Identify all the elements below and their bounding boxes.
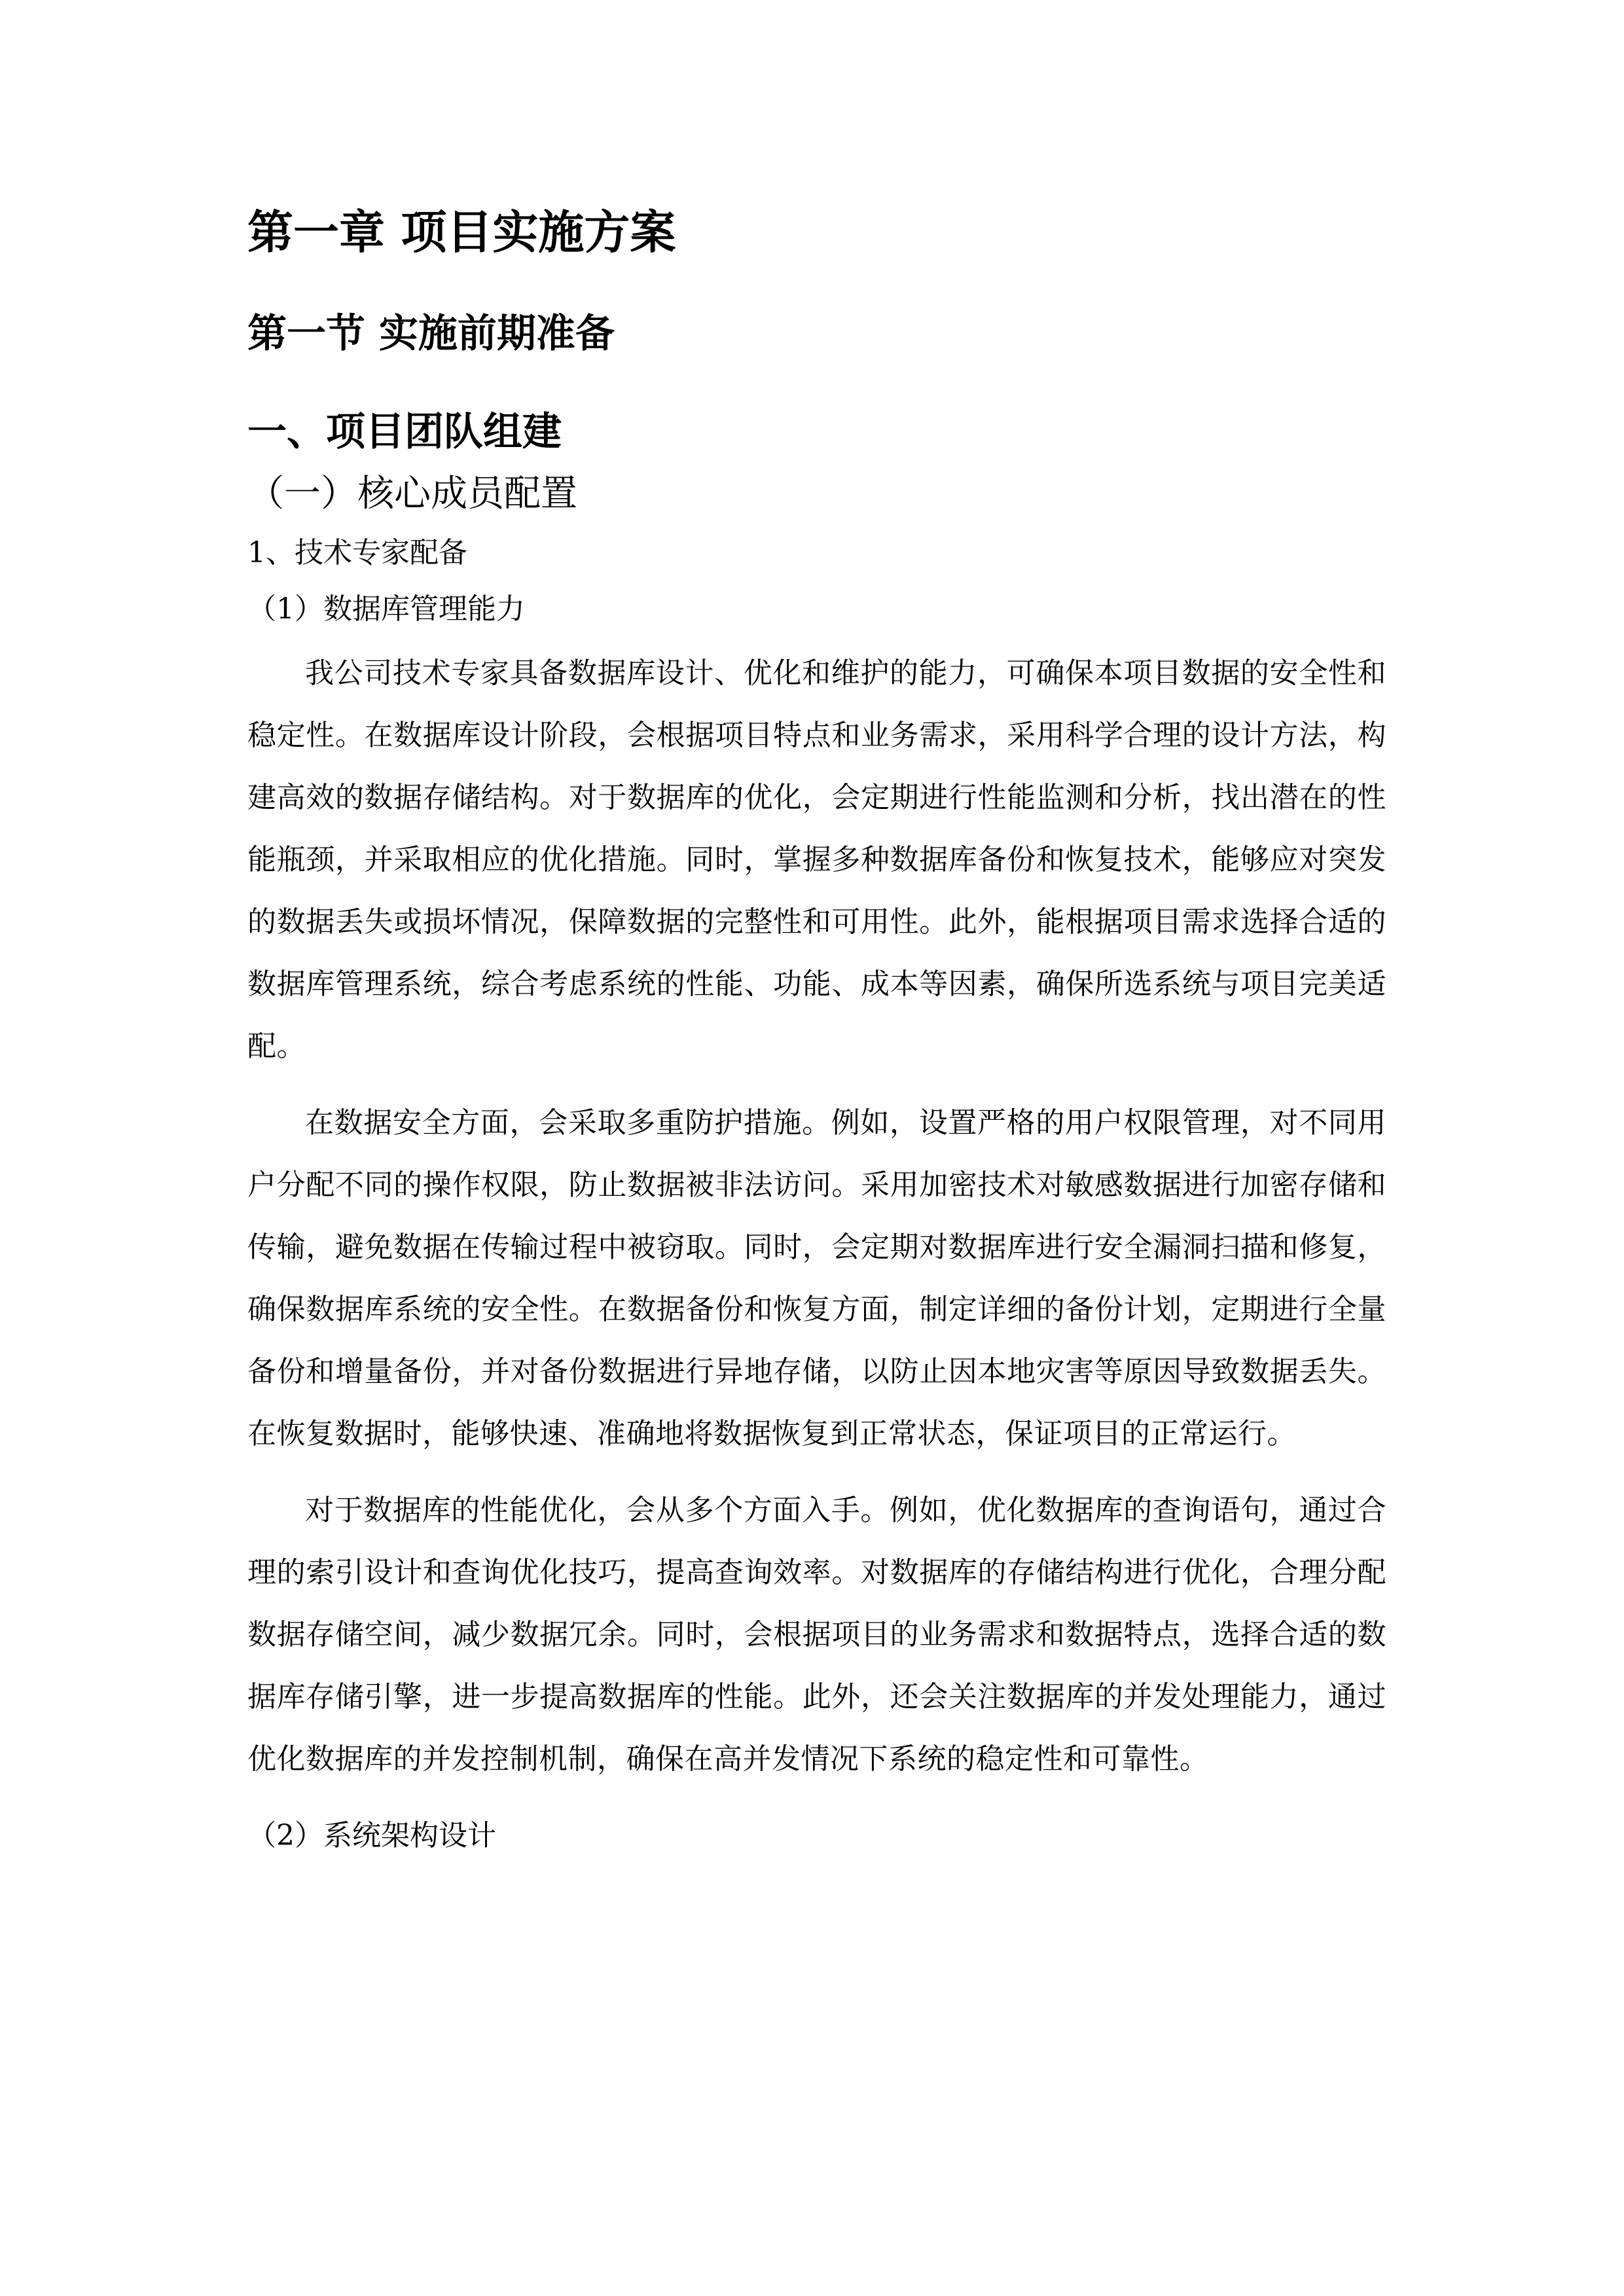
chapter-title: 第一章 项目实施方案: [247, 206, 676, 259]
section-title: 第一节 实施前期准备: [247, 311, 615, 357]
body-paragraph: 在数据安全方面，会采取多重防护措施。例如，设置严格的用户权限管理，对不同用户分配不同的操作权限，防止数据被非法访问。采用加密技术对敏感数据进行加密存储和传输，避免数据在传输过程中被窃取。同时，会定期对数据库进行安全漏洞扫描和修复，确保数据库系统的安全性。在数据备份和恢复方面，制定详细的备份计划，定期进行全量备份和增量备份，并对备份数据进行异地存储，以防止因本地灾害等原因导致数据丢失。在恢复数据时，能够快速、准确地将数据恢复到正常状态，保证项目的正常运行。: [247, 1106, 1386, 1450]
item-title: 1、技术专家配备: [247, 536, 467, 569]
body-paragraph: 我公司技术专家具备数据库设计、优化和维护的能力，可确保本项目数据的安全性和稳定性。在数据库设计阶段，会根据项目特点和业务需求，采用科学合理的设计方法，构建高效的数据存储结构。对于数据库的优化，会定期进行性能监测和分析，找出潜在的性能瓶颈，并采取相应的优化措施。同时，掌握多种数据库备份和恢复技术，能够应对突发的数据丢失或损坏情况，保障数据的完整性和可用性。此外，能根据项目需求选择合适的数据库管理系统，综合考虑系统的性能、功能、成本等因素，确保所选系统与项目完美适配。: [247, 656, 1386, 1063]
subsubsection-title: （一）核心成员配置: [247, 473, 577, 515]
subsection-title: 一、项目团队组建: [247, 409, 562, 455]
document-content: [247, 196, 1386, 1862]
subitem-title-database-management: （1）数据库管理能力: [247, 592, 525, 626]
body-paragraph: 对于数据库的性能优化，会从多个方面入手。例如，优化数据库的查询语句，通过合理的索引设计和查询优化技巧，提高查询效率。对数据库的存储结构进行优化，合理分配数据存储空间，减少数据冗余。同时，会根据项目的业务需求和数据特点，选择合适的数据库存储引擎，进一步提高数据库的性能。此外，还会关注数据库的并发处理能力，通过优化数据库的并发控制机制，确保在高并发情况下系统的稳定性和可靠性。: [247, 1494, 1386, 1776]
subitem-title-system-architecture: （2）系统架构设计: [247, 1819, 496, 1852]
